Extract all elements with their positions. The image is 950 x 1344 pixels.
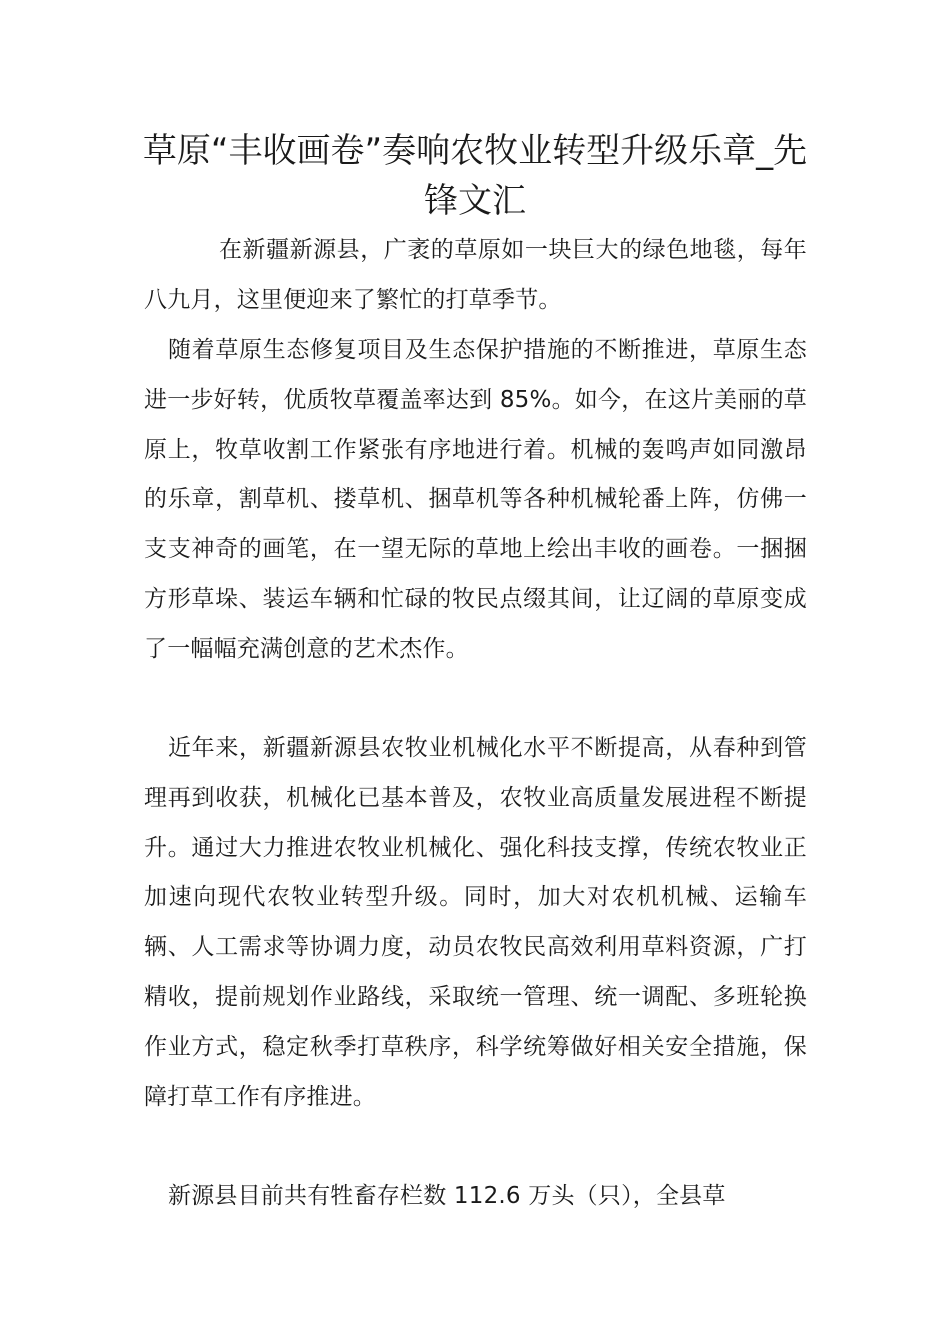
paragraph-ecology: 随着草原生态修复项目及生态保护措施的不断推进，草原生态进一步好转，优质牧草覆盖率达到 85%。如今，在这片美丽的草原上，牧草收割工作紧张有序地进行着。机械的轰鸣声如同激昂的乐章，割草机、搂草机、捆草机等各种机械轮番上阵，仿佛一支支神奇的画笔，在一望无际的草地上绘出丰收的画卷。一捆捆方形草垛、装运车辆和忙碌的牧民点缀其间，让辽阔的草原变成了一幅幅充满创意的艺术杰作。 — [144, 337, 807, 662]
paragraph-livestock: 新源县目前共有牲畜存栏数 112.6 万头（只），全县草 — [168, 1183, 726, 1209]
paragraph-mechanization: 近年来，新疆新源县农牧业机械化水平不断提高，从春种到管理再到收获，机械化已基本普及，农牧业高质量发展进程不断提升。通过大力推进农牧业机械化、强化科技支撑，传统农牧业正加速向现代农牧业转型升级。同时，加大对农机机械、运输车辆、人工需求等协调力度，动员农牧民高效利用草料资源，广打精收，提前规划作业路线，采取统一管理、统一调配、多班轮换作业方式，稳定秋季打草秩序，科学统筹做好相关安全措施，保障打草工作有序推进。 — [144, 735, 807, 1110]
paragraph-intro: 在新疆新源县，广袤的草原如一块巨大的绿色地毯，每年八九月，这里便迎来了繁忙的打草季节。 — [144, 237, 807, 313]
document-title: 草原“丰收画卷”奏响农牧业转型升级乐章_先锋文汇 — [142, 131, 808, 221]
